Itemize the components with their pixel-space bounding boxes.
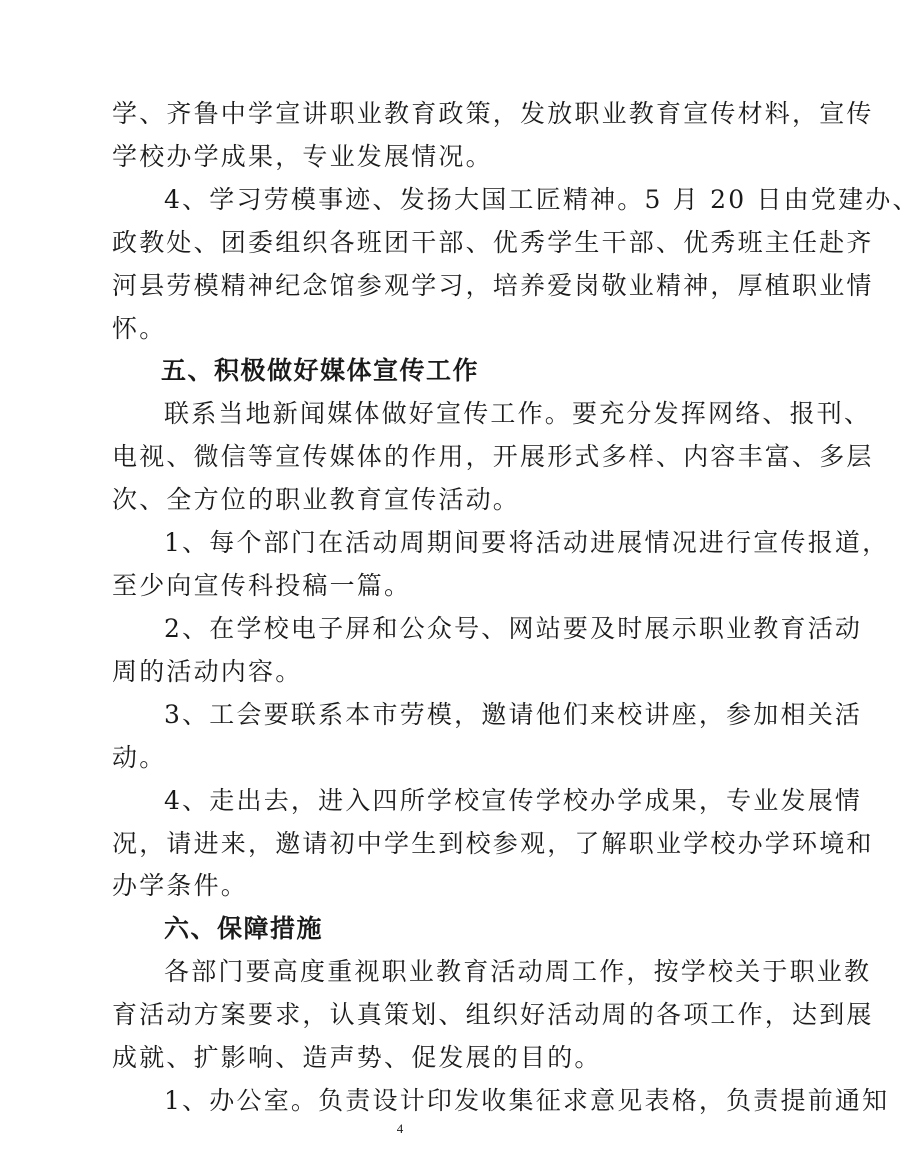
paragraph-line: 学校办学成果，专业发展情况。 [112,142,493,171]
paragraph-line: 成就、扩影响、造声势、促发展的目的。 [112,1043,602,1072]
paragraph-line: 4、学习劳模事迹、发扬大国工匠精神。5 月 20 日由党建办、 [164,185,920,214]
section-heading-6: 六、保障措施 [164,914,324,943]
paragraph-line: 育活动方案要求，认真策划、组织好活动周的各项工作，达到展 [112,1000,874,1029]
paragraph-line: 学、齐鲁中学宣讲职业教育政策，发放职业教育宣传材料，宣传 [112,99,874,128]
paragraph-line: 电视、微信等宣传媒体的作用，开展形式多样、内容丰富、多层 [112,442,874,471]
paragraph-line: 4、走出去，进入四所学校宣传学校办学成果，专业发展情 [164,786,863,815]
paragraph-line: 周的活动内容。 [112,657,303,686]
paragraph-line: 联系当地新闻媒体做好宣传工作。要充分发挥网络、报刊、 [164,399,872,428]
paragraph-line: 况，请进来，邀请初中学生到校参观，了解职业学校办学环境和 [112,829,874,858]
paragraph-line: 1、办公室。负责设计印发收集征求意见表格，负责提前通知 [164,1086,890,1115]
paragraph-line: 2、在学校电子屏和公众号、网站要及时展示职业教育活动 [164,614,863,643]
paragraph-line: 至少向宣传科投稿一篇。 [112,571,412,600]
paragraph-line: 次、全方位的职业教育宣传活动。 [112,485,521,514]
paragraph-line: 怀。 [112,314,167,343]
paragraph-line: 各部门要高度重视职业教育活动周工作，按学校关于职业教 [164,957,872,986]
paragraph-line: 1、每个部门在活动周期间要将活动进展情况进行宣传报道， [164,528,890,557]
paragraph-line: 办学条件。 [112,871,249,900]
paragraph-line: 3、工会要联系本市劳模，邀请他们来校讲座，参加相关活 [164,700,863,729]
section-heading-5: 五、积极做好媒体宣传工作 [161,356,480,385]
paragraph-line: 动。 [112,743,167,772]
paragraph-line: 政教处、团委组织各班团干部、优秀学生干部、优秀班主任赴齐 [112,228,874,257]
paragraph-line: 河县劳模精神纪念馆参观学习，培养爱岗敬业精神，厚植职业情 [112,271,874,300]
page-number: 4 [396,1121,404,1136]
